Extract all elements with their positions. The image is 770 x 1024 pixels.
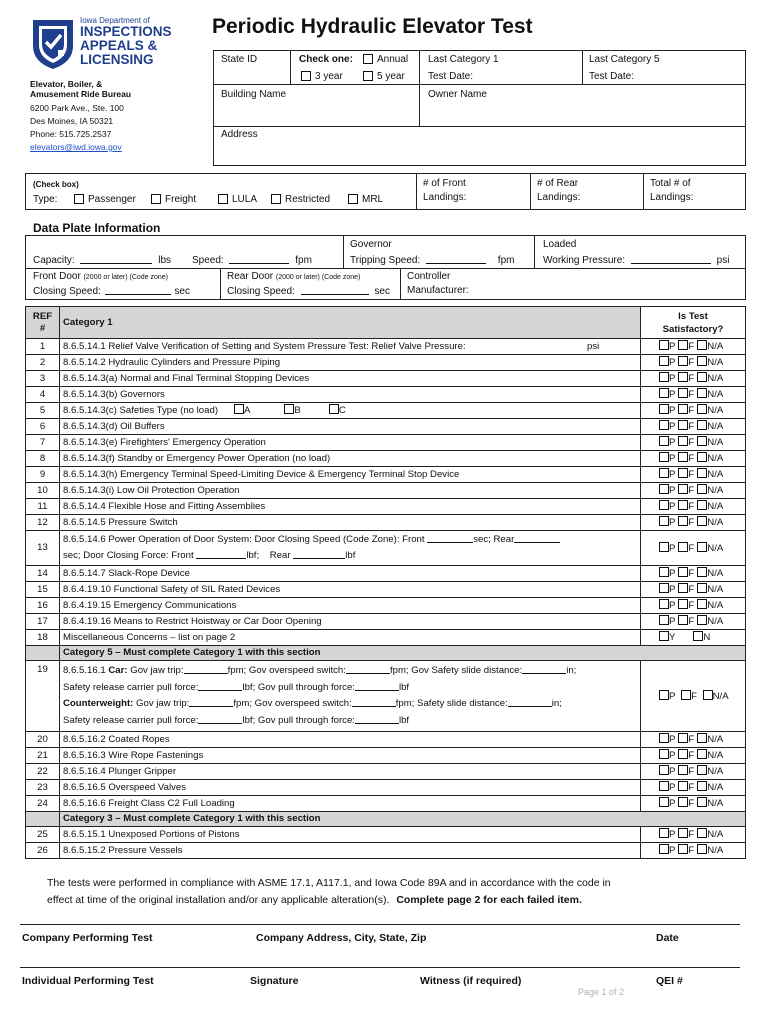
row-ref: 24 — [26, 796, 60, 812]
compliance-line2: effect at time of the original installation and/or any applicable alteration(s). Complete page 2 for each failed item. — [47, 894, 582, 906]
table-row — [26, 435, 746, 451]
row-result: P F N/A — [641, 531, 746, 566]
row-ref: 19 — [26, 661, 60, 732]
five-year-label: 5 year — [377, 71, 405, 82]
row-ref: 17 — [26, 614, 60, 630]
agency-line4: LICENSING — [80, 52, 154, 67]
table-row — [26, 483, 746, 499]
pass-checkbox[interactable] — [659, 567, 669, 577]
row-ref: 12 — [26, 515, 60, 531]
rear-closing-label: Closing Speed: sec — [227, 286, 390, 297]
working-pressure-label: Working Pressure: psi — [543, 255, 730, 266]
lula-checkbox[interactable] — [218, 194, 228, 204]
fail-checkbox[interactable] — [678, 583, 688, 593]
last-cat1-label: Last Category 1 — [428, 54, 499, 65]
row-result: P F N/A — [641, 499, 746, 515]
na-checkbox[interactable] — [697, 388, 707, 398]
pass-checkbox[interactable] — [659, 615, 669, 625]
row-ref: 9 — [26, 467, 60, 483]
row-result: P F N/A — [641, 403, 746, 419]
fail-checkbox[interactable] — [678, 388, 688, 398]
passenger-checkbox[interactable] — [74, 194, 84, 204]
row-description: 8.6.5.14.6 Power Operation of Door System: Door Closing Speed (Code Zone): Front sec; Rear sec; Door Closing Force: Front lbf; Rear lbf — [60, 531, 641, 566]
governor-label: Governor — [350, 239, 392, 250]
row-description: 8.6.5.14.3(d) Oil Buffers — [60, 419, 641, 435]
row-ref: 6 — [26, 419, 60, 435]
row-ref: 25 — [26, 827, 60, 843]
pass-checkbox[interactable] — [659, 797, 669, 807]
row-result: P F N/A — [641, 451, 746, 467]
speed-label: Speed: fpm — [192, 255, 312, 266]
table-row — [26, 419, 746, 435]
tripping-speed-field[interactable] — [426, 254, 486, 264]
row-result: P F N/A — [641, 843, 746, 859]
na-checkbox[interactable] — [697, 567, 707, 577]
fail-checkbox[interactable] — [678, 500, 688, 510]
fail-checkbox[interactable] — [678, 733, 688, 743]
data-plate-title: Data Plate Information — [33, 221, 161, 235]
page-number: Page 1 of 2 — [578, 987, 625, 997]
na-checkbox[interactable] — [697, 420, 707, 430]
row-result: P F N/A — [641, 387, 746, 403]
row-description: 8.6.5.14.3(e) Firefighters' Emergency Operation — [60, 435, 641, 451]
annual-checkbox[interactable] — [363, 54, 373, 64]
cwt-release-force-field[interactable] — [198, 714, 242, 724]
bureau-email-link[interactable]: elevators@iwd.iowa.gov — [30, 142, 122, 152]
check-one-label: Check one: — [299, 54, 353, 65]
na-checkbox[interactable] — [697, 828, 707, 838]
mrl-checkbox[interactable] — [348, 194, 358, 204]
total-landings-label-2: Landings: — [650, 192, 694, 203]
table-row: 19 8.6.5.16.1 Car: Gov jaw trip: fpm; Gov overspeed switch: fpm; Gov Safety slide distance: in; Safety release carrier pull force: lbf; Gov pull through force: lbf Counterweight: Gov jaw trip: fpm; Gov overspeed switch: fpm; Safety slide distance: in; Safety release carrier pull force: lbf; Gov pull through force: lbf P F N/A — [26, 661, 746, 732]
five-year-checkbox[interactable] — [363, 71, 373, 81]
safety-c-checkbox[interactable] — [329, 404, 339, 414]
restricted-checkbox[interactable] — [271, 194, 281, 204]
fail-checkbox[interactable] — [678, 452, 688, 462]
row-result: P F N/A — [641, 780, 746, 796]
fail-checkbox[interactable] — [678, 797, 688, 807]
pass-checkbox[interactable] — [659, 372, 669, 382]
fail-checkbox[interactable] — [678, 749, 688, 759]
row-ref: 26 — [26, 843, 60, 859]
na-checkbox[interactable] — [697, 749, 707, 759]
car-slide-distance-field[interactable] — [522, 664, 566, 674]
compliance-line1: The tests were performed in compliance with ASME 17.1, A117.1, and Iowa Code 89A and in accordance with the code in — [47, 877, 611, 889]
pass-checkbox[interactable] — [659, 765, 669, 775]
table-row — [26, 630, 746, 646]
fail-checkbox[interactable] — [678, 567, 688, 577]
na-checkbox[interactable] — [697, 797, 707, 807]
row-ref: 8 — [26, 451, 60, 467]
fail-checkbox[interactable] — [681, 690, 691, 700]
na-checkbox[interactable] — [697, 404, 707, 414]
row-ref: 22 — [26, 764, 60, 780]
pass-checkbox[interactable] — [659, 690, 669, 700]
working-pressure-field[interactable] — [631, 254, 711, 264]
compliance-bold: Complete page 2 for each failed item. — [396, 894, 582, 906]
mrl-label: MRL — [362, 194, 384, 205]
pass-checkbox[interactable] — [659, 388, 669, 398]
is-test-header: Is Test — [678, 310, 708, 322]
category5-header: Category 5 – Must complete Category 1 with this section — [60, 646, 746, 661]
tripping-speed-label: Tripping Speed: fpm — [350, 255, 515, 266]
na-checkbox[interactable] — [697, 468, 707, 478]
row-description: 8.6.4.19.15 Emergency Communications — [60, 598, 641, 614]
row-ref: 23 — [26, 780, 60, 796]
na-checkbox[interactable] — [703, 690, 713, 700]
pass-checkbox[interactable] — [659, 844, 669, 854]
na-checkbox[interactable] — [697, 599, 707, 609]
table-row — [26, 467, 746, 483]
fail-checkbox[interactable] — [678, 599, 688, 609]
front-closing-speed-field[interactable] — [427, 533, 473, 543]
pass-checkbox[interactable] — [659, 404, 669, 414]
bureau-phone: Phone: 515.725.2537 — [30, 129, 112, 139]
table-row — [26, 339, 746, 355]
table-row — [26, 748, 746, 764]
row-result: P F N/A — [641, 796, 746, 812]
table-row — [26, 598, 746, 614]
row-description: 8.6.4.19.16 Means to Restrict Hoistway or Car Door Opening — [60, 614, 641, 630]
row-description: 8.6.5.14.3(h) Emergency Terminal Speed-Limiting Device & Emergency Terminal Stop Device — [60, 467, 641, 483]
fail-checkbox[interactable] — [678, 372, 688, 382]
front-closing-force-field[interactable] — [196, 549, 246, 559]
table-row — [26, 387, 746, 403]
fail-checkbox[interactable] — [678, 615, 688, 625]
row-result: P F N/A — [641, 467, 746, 483]
pass-checkbox[interactable] — [659, 484, 669, 494]
individual-performing-label: Individual Performing Test — [22, 975, 154, 987]
row-result: P F N/A — [641, 483, 746, 499]
bureau-address1: 6200 Park Ave., Ste. 100 — [30, 103, 124, 113]
building-name-label: Building Name — [221, 89, 287, 100]
bureau-address2: Des Moines, IA 50321 — [30, 116, 114, 126]
pass-checkbox[interactable] — [659, 733, 669, 743]
na-checkbox[interactable] — [697, 583, 707, 593]
row-description: 8.6.5.16.4 Plunger Gripper — [60, 764, 641, 780]
total-landings-label-1: Total # of — [650, 178, 691, 189]
na-checkbox[interactable] — [697, 484, 707, 494]
row-ref: 20 — [26, 732, 60, 748]
test-date5-label: Test Date: — [589, 71, 635, 82]
row-description: 8.6.5.14.3(f) Standby or Emergency Power Operation (no load) — [60, 451, 641, 467]
address-label: Address — [221, 129, 258, 140]
row-description: 8.6.5.16.5 Overspeed Valves — [60, 780, 641, 796]
cwt-gov-overspeed-field[interactable] — [352, 697, 396, 707]
pass-checkbox[interactable] — [659, 749, 669, 759]
fail-checkbox[interactable] — [678, 516, 688, 526]
safety-a-checkbox[interactable] — [234, 404, 244, 414]
fail-checkbox[interactable] — [678, 781, 688, 791]
address-field[interactable] — [221, 142, 739, 162]
row-ref: 14 — [26, 566, 60, 582]
table-row — [26, 371, 746, 387]
row-result: P F N/A — [641, 355, 746, 371]
na-checkbox[interactable] — [697, 542, 707, 552]
table-row — [26, 566, 746, 582]
row-description: Miscellaneous Concerns – list on page 2 — [60, 630, 641, 646]
capacity-field[interactable] — [80, 254, 152, 264]
page-title: Periodic Hydraulic Elevator Test — [212, 15, 533, 38]
table-row — [26, 614, 746, 630]
car-gov-jaw-trip-field[interactable] — [184, 664, 228, 674]
date-label: Date — [656, 932, 679, 944]
annual-label: Annual — [377, 54, 409, 65]
check-box-label: (Check box) — [33, 180, 79, 189]
fail-checkbox[interactable] — [678, 484, 688, 494]
test-date1-label: Test Date: — [428, 71, 474, 82]
fail-checkbox[interactable] — [678, 356, 688, 366]
passenger-label: Passenger — [88, 194, 136, 205]
front-landings-label-2: Landings: — [423, 192, 467, 203]
fail-checkbox[interactable] — [678, 844, 688, 854]
row-result: P F N/A — [641, 598, 746, 614]
car-pull-through-field[interactable] — [355, 681, 399, 691]
pass-checkbox[interactable] — [659, 436, 669, 446]
row-description: 8.6.5.14.3(c) Safeties Type (no load) A B C — [60, 403, 641, 419]
row-description: 8.6.4.19.10 Functional Safety of SIL Rated Devices — [60, 582, 641, 598]
fail-checkbox[interactable] — [678, 404, 688, 414]
pass-checkbox[interactable] — [659, 340, 669, 350]
row-result: P F N/A — [641, 614, 746, 630]
row-ref: 1 — [26, 339, 60, 355]
cwt-slide-distance-field[interactable] — [508, 697, 552, 707]
pass-checkbox[interactable] — [659, 500, 669, 510]
pass-checkbox[interactable] — [659, 452, 669, 462]
agency-line1: Iowa Department of — [80, 16, 150, 25]
manufacturer-label: Manufacturer: — [407, 285, 469, 296]
bureau-line2: Amusement Ride Bureau — [30, 89, 132, 99]
row-description: 8.6.5.14.7 Slack-Rope Device — [60, 566, 641, 582]
pass-checkbox[interactable] — [659, 781, 669, 791]
three-year-label: 3 year — [315, 71, 343, 82]
category5-header-row — [26, 646, 746, 661]
front-closing-label: Closing Speed: sec — [33, 286, 190, 297]
na-checkbox[interactable] — [697, 765, 707, 775]
na-checkbox[interactable] — [697, 516, 707, 526]
row-ref: 16 — [26, 598, 60, 614]
rear-door-label: Rear Door (2000 or later) (Code zone) — [227, 271, 361, 282]
row-description: 8.6.5.16.3 Wire Rope Fastenings — [60, 748, 641, 764]
row-ref: 7 — [26, 435, 60, 451]
front-closing-field[interactable] — [105, 285, 171, 295]
qei-label: QEI # — [656, 975, 683, 987]
fail-checkbox[interactable] — [678, 828, 688, 838]
pass-checkbox[interactable] — [659, 468, 669, 478]
freight-checkbox[interactable] — [151, 194, 161, 204]
category1-header: Category 1 — [60, 307, 641, 339]
na-checkbox[interactable] — [697, 781, 707, 791]
cwt-gov-jaw-trip-field[interactable] — [189, 697, 233, 707]
row-result: Y N — [641, 630, 746, 646]
row-description: 8.6.5.14.4 Flexible Hose and Fitting Assemblies — [60, 499, 641, 515]
test-date5-field[interactable] — [637, 68, 737, 82]
row-result: P F N/A — [641, 732, 746, 748]
type-label: Type: — [33, 194, 58, 205]
safety-b-checkbox[interactable] — [284, 404, 294, 414]
row-ref: 15 — [26, 582, 60, 598]
pass-checkbox[interactable] — [659, 583, 669, 593]
na-checkbox[interactable] — [697, 452, 707, 462]
restricted-label: Restricted — [285, 194, 331, 205]
row-description: 8.6.5.16.6 Freight Class C2 Full Loading — [60, 796, 641, 812]
ref-header: REF — [32, 310, 53, 322]
test-date1-field[interactable] — [476, 68, 576, 82]
no-checkbox[interactable] — [693, 631, 703, 641]
company-field[interactable] — [22, 948, 742, 966]
last-cat5-label: Last Category 5 — [589, 54, 660, 65]
row-ref: 5 — [26, 403, 60, 419]
na-checkbox[interactable] — [697, 733, 707, 743]
agency-line2: INSPECTIONS — [80, 24, 172, 39]
row-description: 8.6.5.15.1 Unexposed Portions of Pistons — [60, 827, 641, 843]
table-header-row — [26, 307, 746, 339]
fail-checkbox[interactable] — [678, 436, 688, 446]
pass-checkbox[interactable] — [659, 516, 669, 526]
rear-closing-speed-field[interactable] — [514, 533, 560, 543]
row-ref: 18 — [26, 630, 60, 646]
row-ref: 10 — [26, 483, 60, 499]
agency-line3: APPEALS & — [80, 38, 158, 53]
witness-label: Witness (if required) — [420, 975, 522, 987]
table-row — [26, 780, 746, 796]
table-row — [26, 796, 746, 812]
fail-checkbox[interactable] — [678, 542, 688, 552]
freight-label: Freight — [165, 194, 197, 205]
capacity-label: Capacity: lbs — [33, 255, 172, 266]
rear-landings-label-1: # of Rear — [537, 178, 579, 189]
front-door-label: Front Door (2000 or later) (Code zone) — [33, 271, 169, 282]
owner-name-field[interactable] — [428, 102, 740, 122]
na-checkbox[interactable] — [697, 436, 707, 446]
pass-checkbox[interactable] — [659, 420, 669, 430]
row-description: 8.6.5.16.2 Coated Ropes — [60, 732, 641, 748]
front-landings-label-1: # of Front — [423, 178, 466, 189]
na-checkbox[interactable] — [697, 500, 707, 510]
na-checkbox[interactable] — [697, 615, 707, 625]
row-result: P F N/A — [641, 566, 746, 582]
building-name-field[interactable] — [221, 102, 413, 122]
table-row — [26, 732, 746, 748]
car-gov-overspeed-field[interactable] — [346, 664, 390, 674]
row-result: P F N/A — [641, 419, 746, 435]
controller-label: Controller — [407, 271, 451, 282]
state-id-field[interactable] — [221, 66, 286, 82]
car-release-force-field[interactable] — [198, 681, 242, 691]
row-ref: 3 — [26, 371, 60, 387]
table-row — [26, 764, 746, 780]
ref-header-hash: # — [39, 322, 46, 334]
row-result: P F N/A — [641, 582, 746, 598]
row-description: 8.6.5.14.5 Pressure Switch — [60, 515, 641, 531]
row-ref: 2 — [26, 355, 60, 371]
table-row — [26, 451, 746, 467]
pass-checkbox[interactable] — [659, 828, 669, 838]
row-description: 8.6.5.14.1 Relief Valve Verification of Setting and System Pressure Test: Relief Valve Pressure: psi — [60, 339, 641, 355]
lula-label: LULA — [232, 194, 258, 205]
fail-checkbox[interactable] — [678, 468, 688, 478]
na-checkbox[interactable] — [697, 356, 707, 366]
row-result: P F N/A — [641, 515, 746, 531]
signature-label: Signature — [250, 975, 299, 987]
yes-checkbox[interactable] — [659, 631, 669, 641]
bureau-line1: Elevator, Boiler, & — [30, 79, 103, 89]
company-address-label: Company Address, City, State, Zip — [256, 932, 427, 944]
pass-checkbox[interactable] — [659, 356, 669, 366]
agency-logo — [30, 16, 180, 72]
table-row — [26, 355, 746, 371]
row-description: 8.6.5.15.2 Pressure Vessels — [60, 843, 641, 859]
row-result: P F N/A — [641, 827, 746, 843]
rear-landings-label-2: Landings: — [537, 192, 581, 203]
row-description: 8.6.5.14.3(b) Governors — [60, 387, 641, 403]
category3-header-row — [26, 812, 746, 827]
row-result: P F N/A — [641, 748, 746, 764]
row-ref: 11 — [26, 499, 60, 515]
row-result: P F N/A — [641, 371, 746, 387]
row-result: P F N/A — [641, 764, 746, 780]
na-checkbox[interactable] — [697, 340, 707, 350]
shield-check-icon — [30, 16, 76, 70]
row-description: 8.6.5.14.3(i) Low Oil Protection Operation — [60, 483, 641, 499]
table-row — [26, 531, 746, 566]
rear-closing-field[interactable] — [301, 285, 369, 295]
table-row — [26, 403, 746, 419]
row-result: P F N/A — [641, 339, 746, 355]
satisfactory-header: Satisfactory? — [662, 323, 724, 335]
cwt-pull-through-field[interactable] — [355, 714, 399, 724]
state-id-label: State ID — [221, 54, 258, 65]
three-year-checkbox[interactable] — [301, 71, 311, 81]
tests-table — [25, 306, 746, 859]
table-row — [26, 582, 746, 598]
na-checkbox[interactable] — [697, 844, 707, 854]
category3-header: Category 3 – Must complete Category 1 with this section — [60, 812, 746, 827]
table-row — [26, 843, 746, 859]
fail-checkbox[interactable] — [678, 340, 688, 350]
row-19-result: P F N/A — [641, 661, 746, 732]
table-row — [26, 515, 746, 531]
row-ref: 13 — [26, 531, 60, 566]
row-ref: 21 — [26, 748, 60, 764]
pass-checkbox[interactable] — [659, 542, 669, 552]
table-row — [26, 499, 746, 515]
fail-checkbox[interactable] — [678, 420, 688, 430]
company-performing-label: Company Performing Test — [22, 932, 153, 944]
row-result: P F N/A — [641, 435, 746, 451]
na-checkbox[interactable] — [697, 372, 707, 382]
rear-closing-force-field[interactable] — [293, 549, 345, 559]
row-description: 8.6.5.14.3(a) Normal and Final Terminal Stopping Devices — [60, 371, 641, 387]
loaded-label: Loaded — [543, 239, 577, 250]
table-row — [26, 827, 746, 843]
fail-checkbox[interactable] — [678, 765, 688, 775]
owner-name-label: Owner Name — [428, 89, 487, 100]
speed-field[interactable] — [229, 254, 289, 264]
pass-checkbox[interactable] — [659, 599, 669, 609]
row-ref: 4 — [26, 387, 60, 403]
row-description: 8.6.5.14.2 Hydraulic Cylinders and Pressure Piping — [60, 355, 641, 371]
